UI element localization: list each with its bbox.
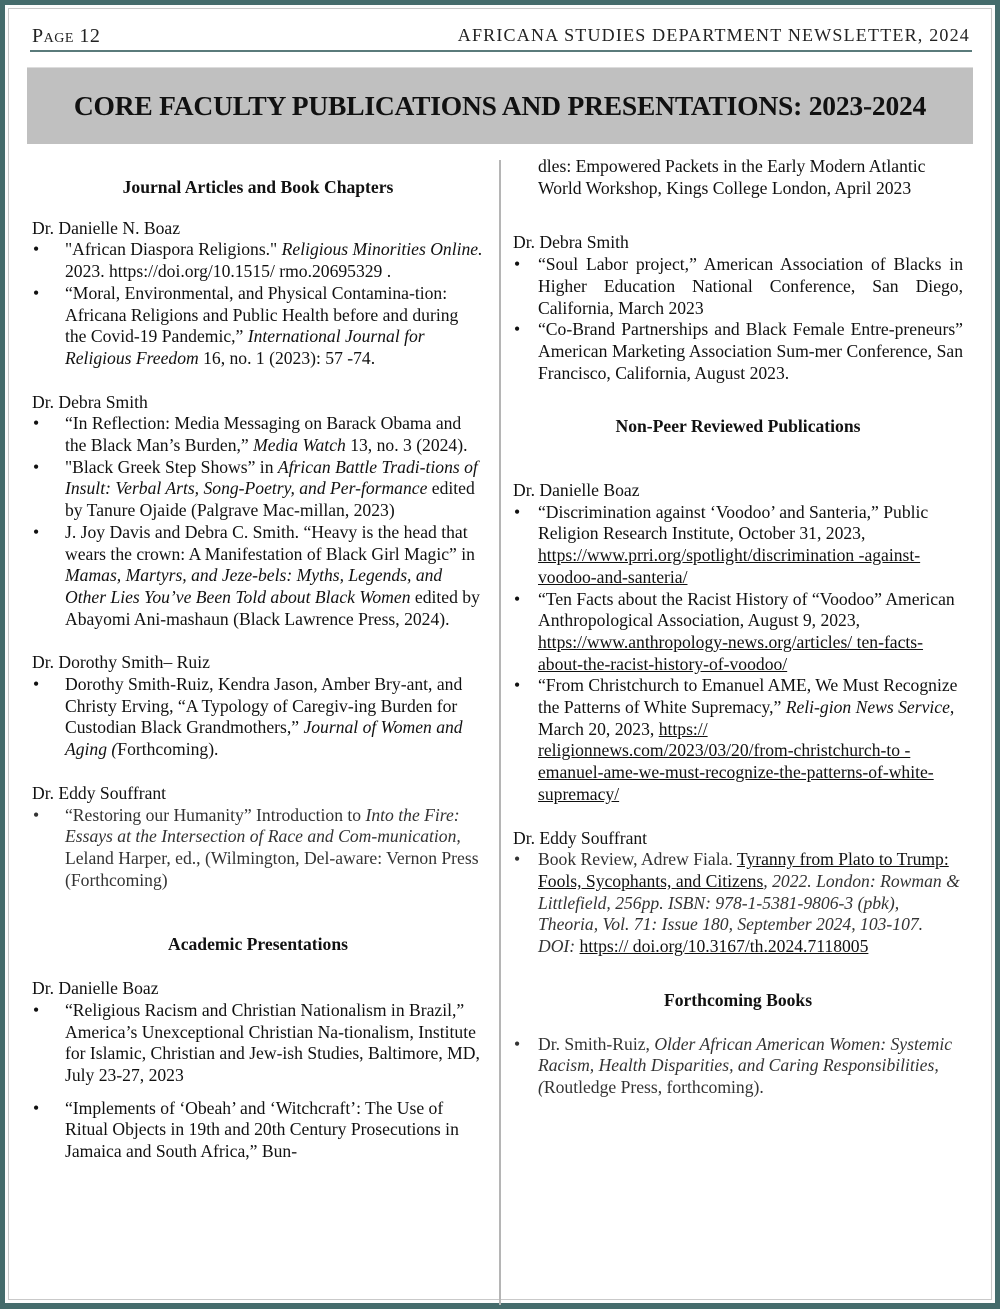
citation-text: Book Review, Adrew Fiala.: [538, 849, 737, 870]
publication-list: [32, 674, 484, 761]
list-item: • “Soul Labor project,” American Association of Blacks in Higher Education National Conference, San Diego, California, March 2023: [513, 254, 963, 319]
citation-text: “Ten Facts about the Racist History of “Voodoo” American Anthropological Association, August 9, 2023,: [538, 588, 955, 631]
prri-link[interactable]: https://www.prri.org/spotlight/discrimination -against-voodoo-and-santeria/: [538, 545, 921, 587]
citation-text: "Black Greek Step Shows” in: [65, 456, 278, 477]
author-text: Dr. Smith-Ruiz,: [538, 1033, 655, 1054]
citation-text: “Moral, Environmental, and Physical Contamina-tion: Africana Religions and Public Health before and during the Covid-19 Pandemic,”: [65, 282, 459, 347]
list-item: [32, 805, 484, 892]
section-title-journal: Journal Articles and Book Chapters: [122, 177, 394, 197]
citation-text: “Discrimination against ‘Voodoo’ and Santeria,” Public Religion Research Institute, October 31, 2023,: [538, 501, 929, 544]
faculty-name: Dr. Danielle N. Boaz: [32, 217, 181, 238]
publication-list: [513, 502, 963, 806]
citation-text: “In Reflection: Media Messaging on Barack Obama and the Black Man’s Burden,”: [65, 413, 462, 456]
presentation-list-continued: [513, 156, 963, 199]
journal-name: Religious Minorities Online.: [281, 239, 483, 260]
list-item: [513, 675, 963, 805]
citation-text: 16, no. 1 (2023): 57 -74.: [198, 347, 376, 368]
citation-text: 2023. https://doi.org/10.1515/ rmo.20695329 .: [65, 261, 392, 282]
citation-text: J. Joy Davis and Debra C. Smith. “Heavy is the head that wears the crown: A Manifestation of Black Girl Magic” in: [65, 521, 475, 564]
presentation-list: [513, 254, 963, 384]
list-item: [32, 457, 484, 522]
journal-name: Media Watch: [253, 435, 346, 456]
journal-name: Journal of Women and Aging (: [65, 717, 463, 760]
list-item: [513, 502, 963, 589]
faculty-name: Dr. Danielle Boaz: [32, 978, 159, 999]
title-banner: [27, 67, 973, 144]
book-title-link[interactable]: Tyranny from Plato to Trump: Fools, Sycophants, and Citizens: [538, 849, 949, 891]
doi-link[interactable]: https:// doi.org/10.3167/th.2024.7118005: [579, 936, 869, 957]
faculty-name: Dr. Eddy Souffrant: [32, 782, 167, 803]
list-item: [32, 283, 484, 370]
page-title: CORE FACULTY PUBLICATIONS AND PRESENTATIONS: 2023-2024: [73, 90, 927, 121]
anthropology-news-link[interactable]: https://www.anthropology-news.org/articles/ ten-facts-about-the-racist-history-of-voodoo/: [538, 631, 924, 674]
list-item: [32, 674, 484, 761]
list-item: • “Co-Brand Partnerships and Black Female Entre-preneurs” American Marketing Association Sum-mer Conference, San Francisco, California, August 2023.: [513, 319, 963, 384]
page-number: Page 12: [32, 25, 101, 47]
religionnews-link[interactable]: https:// religionnews.com/2023/03/20/from-christchurch-to -emanuel-ame-we-must-recognize-the-patterns-of-white-supremacy/: [538, 718, 934, 804]
publication-list: [32, 805, 484, 892]
list-item: [513, 849, 963, 958]
book-title: Mamas, Martyrs, and Jeze-bels: Myths, Legends, and Other Lies You’ve Been Told about Black Women: [65, 565, 443, 607]
section-title-forthcoming: Forthcoming Books: [663, 989, 813, 1010]
left-column: [32, 150, 484, 1163]
presentation-list: [32, 1000, 484, 1163]
journal-name: International Journal for Religious Freedom: [65, 326, 425, 368]
faculty-name: Dr. Debra Smith: [513, 232, 629, 253]
citation-text: “From Christchurch to Emanuel AME, We Must Recognize the Patterns of White Supremacy,”: [538, 675, 958, 718]
list-item: [32, 413, 484, 456]
list-item-continued: [513, 156, 963, 199]
publisher-text: Routledge Press, forthcoming).: [543, 1076, 764, 1097]
list-item: [32, 522, 484, 631]
book-title: Into the Fire: Essays at the Intersection of Race and Com-munication,: [65, 804, 461, 847]
book-title: Older African American Women: Systemic Racism, Health Disparities, and Caring Responsibilities, (: [538, 1033, 953, 1097]
book-title: African Battle Tradi-tions of Insult: Verbal Arts, Song-Poetry, and Per-formance: [65, 456, 478, 499]
citation-text: edited by Abayomi Ani-mashaun (Black Lawrence Press, 2024).: [65, 586, 480, 629]
faculty-name: Dr. Dorothy Smith– Ruiz: [32, 652, 210, 673]
citation-text: “Restoring our Humanity” Introduction to: [65, 804, 366, 825]
column-divider: [499, 160, 501, 1305]
publication-name: Reli-gion News Service: [785, 697, 950, 718]
right-column: [513, 156, 963, 1099]
list-item: [513, 1034, 963, 1099]
citation-text: , March 20, 2023,: [538, 697, 955, 739]
list-item: [513, 589, 963, 676]
citation-text: 13, no. 3 (2024).: [345, 435, 468, 456]
newsletter-title: AFRICANA STUDIES DEPARTMENT NEWSLETTER, 2024: [457, 25, 970, 45]
list-item: [32, 239, 484, 282]
publication-list: [513, 849, 963, 958]
publication-list: [32, 413, 484, 630]
faculty-name: Dr. Danielle Boaz: [513, 480, 640, 501]
section-title-presentations: Academic Presentations: [168, 934, 348, 955]
citation-text: Leland Harper, ed., (Wilmington, Del-aware: Vernon Press (Forthcoming): [65, 847, 479, 890]
faculty-name: Dr. Eddy Souffrant: [513, 827, 648, 848]
citation-details: , 2022. London: Rowman & Littlefield, 256pp. ISBN: 978-1-5381-9806-3 (pbk), Theoria, Vol. 71: Issue 180, September 2024, 103-107. DOI:: [538, 870, 960, 957]
page-header: [30, 20, 972, 52]
citation-text: "African Diaspora Religions.": [65, 239, 282, 260]
citation-text: edited by Tanure Ojaide (Palgrave Mac-millan, 2023): [65, 478, 475, 521]
citation-text: Dorothy Smith-Ruiz, Kendra Jason, Amber Bry-ant, and Christy Erving, “A Typology of Caregiv-ing Burden for Custodian Black Grandmothers,”: [65, 674, 463, 738]
publication-list: [32, 239, 484, 369]
section-title-nonpeer: Non-Peer Reviewed Publications: [615, 416, 861, 437]
list-item: • “Implements of ‘Obeah’ and ‘Witchcraft’: The Use of Ritual Objects in 19th and 20th Century Prosecutions in Jamaica and South Africa,” Bun-: [32, 1098, 484, 1163]
forthcoming-list: [513, 1034, 963, 1099]
citation-text: Forthcoming).: [117, 739, 219, 760]
citation-text: dles: Empowered Packets in the Early Modern Atlantic World Workshop, Kings College London, April 2023: [538, 156, 926, 198]
list-item: • “Religious Racism and Christian Nationalism in Brazil,” America’s Unexceptional Christian Na-tionalism, Institute for Islamic, Christian and Jew-ish Studies, Baltimore, MD, July 23-27, 2023: [32, 1000, 484, 1087]
faculty-name: Dr. Debra Smith: [32, 391, 148, 412]
